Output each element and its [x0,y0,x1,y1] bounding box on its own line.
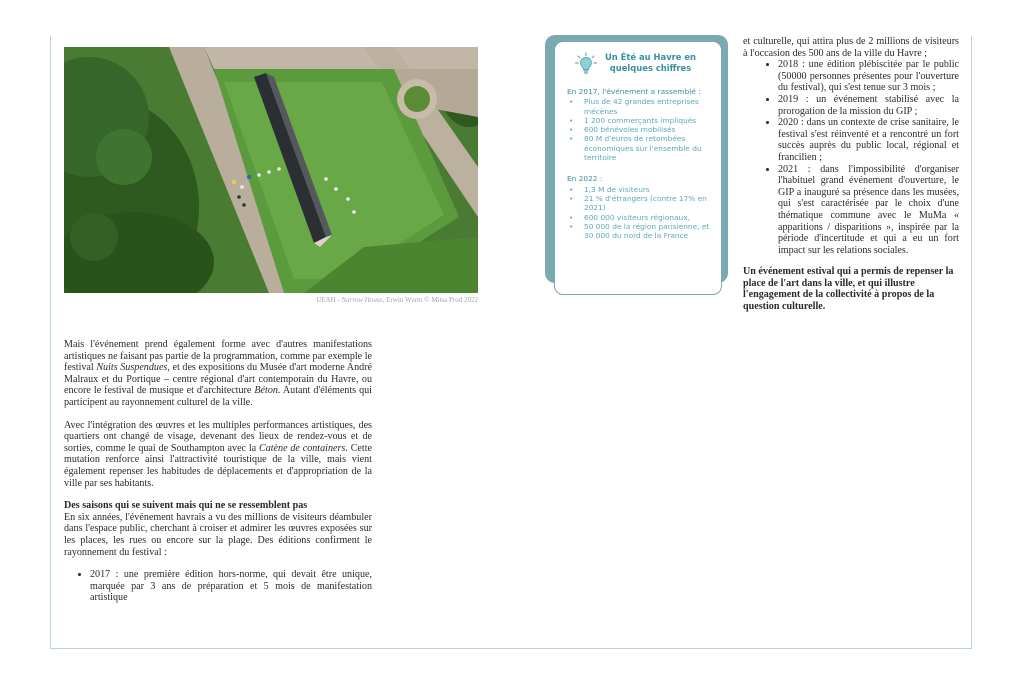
list-item: • 2017 : une première édition hors-norme, qui devait être unique, marquée par 3 ans de préparation et 5 mois de manifestation artistique [90,569,372,604]
figure-item: • 50 000 de la région parisienne, et 30 000 du nord de la France [567,222,713,241]
section-heading: Des saisons qui se suivent mais qui ne se ressemblent pas [64,500,308,512]
box-header [575,52,713,76]
figure-item: • 21 % d'étrangers (contre 17% en 2021) [567,194,713,213]
list-item: • 2018 : une édition plébiscitée par le public (50000 personnes présentes pour l'ouverture du festival), qui s'est tenue sur 3 mois ; [778,59,959,94]
caption-work-title: Narrow House [341,296,383,304]
photo-caption [64,296,478,304]
list-item: • 2020 : dans un contexte de crise sanitaire, le festival s'est réinventé et a rencontré un fort succès auprès du public local, régional et francilien ; [778,117,959,163]
paragraph-other-events [64,339,372,409]
figure-item: • 600 bénévoles mobilisés [567,125,713,134]
emphasis-artwork-name: Catène de containers [258,442,346,454]
figures-2022 [567,174,713,240]
box-title [605,52,696,74]
box-content [554,41,722,295]
editions-list-continued [743,59,959,256]
paragraph-neighborhoods [64,420,372,490]
continuation-text: et culturelle, qui attira plus de 2 millions de visiteurs à l'occasion des 500 ans de la ville du Havre ; [743,36,959,59]
figures-2022-intro: En 2022 : [567,174,603,184]
paragraph-six-years: En six années, l'événement havrais a vu des millions de visiteurs déambuler dans l'espace public, cherchant à croiser et admirer les œuvres exposées sur les places, les rues ou encore sur la plage. Des éditions confirment le rayonnement du festival : [64,511,372,558]
right-body-text [743,36,959,313]
figure-item: • 600 000 visiteurs régionaux, [567,213,713,222]
list-item: • 2019 : un événement stabilisé avec la prorogation de la mission du GIP ; [778,94,959,117]
box-title-line: quelques chiffres [609,63,692,73]
paragraph-text: , et des expositions du Musée d'art moderne André Malraux et du Portique – centre régional d'art contemporain du Havre, ou encore le festival de musique et d'architecture [64,362,373,397]
figure-item: • 1 200 commerçants impliqués [567,116,713,125]
list-item: • 2021 : dans l'impossibilité d'organiser l'habituel grand événement d'ouverture, le GIP a inauguré sa présence dans les musées, qui s'est caractérisée par le choix d'une thématique commune avec le MuMa « apparitions / disparitions », inspirée par la période d'incertitude et qui a eu un fort impact sur les relations sociales. [778,164,959,257]
paragraph-text: . Cette mutation renforce ainsi l'attractivité touristique de la ville, mais vient également repenser les habitudes de déplacements et d'appropriation de la ville par ses habitants. [64,442,372,489]
caption-credit: , Erwin Wurm © Mitsa Prod 2022 [382,296,478,304]
conclusion-text: Un événement estival qui a permis de repenser la place de l'art dans la ville, et qui illustre l'engagement de la collectivité à propos de la question culturelle. [743,266,954,313]
box-title-line: Un Été au Havre en [605,52,697,62]
figures-2017-list [567,97,713,162]
emphasis-festival-name: Béton [254,385,278,397]
figures-2017 [567,87,713,162]
editions-list-start [64,569,372,604]
left-body-text [64,339,372,604]
aerial-photo [64,47,478,293]
figure-item: • 80 M d'euros de retombées économiques sur l'ensemble du territoire [567,134,713,162]
figures-2022-list [567,185,713,241]
figure-item: • Plus de 42 grandes entreprises mécènes [567,97,713,116]
figure-item: • 1,3 M de visiteurs [567,185,713,194]
emphasis-festival-name: Nuits Suspendues [96,362,168,374]
paragraph-text: Avec l'intégration des œuvres et les multiples performances artistiques, des quartiers ont changé de visage, devenant des lieux de rendez-vous et de sorties, comme le quai de Southampton avec la [64,419,372,454]
caption-prefix: UEAH - [316,296,342,304]
lightbulb-icon [575,52,597,76]
figures-2017-intro: En 2017, l'événement a rassemblé : [567,87,701,96]
paragraph-text: Mais l'événement prend également forme avec d'autres manifestations artistiques ne faisant pas partie de la programmation, comme par exemple le festival [64,339,372,374]
paragraph-text: . Autant d'éléments qui participent au rayonnement culturel de la ville. [64,385,372,408]
key-figures-box [545,35,728,295]
aerial-photo-illustration [64,47,478,293]
